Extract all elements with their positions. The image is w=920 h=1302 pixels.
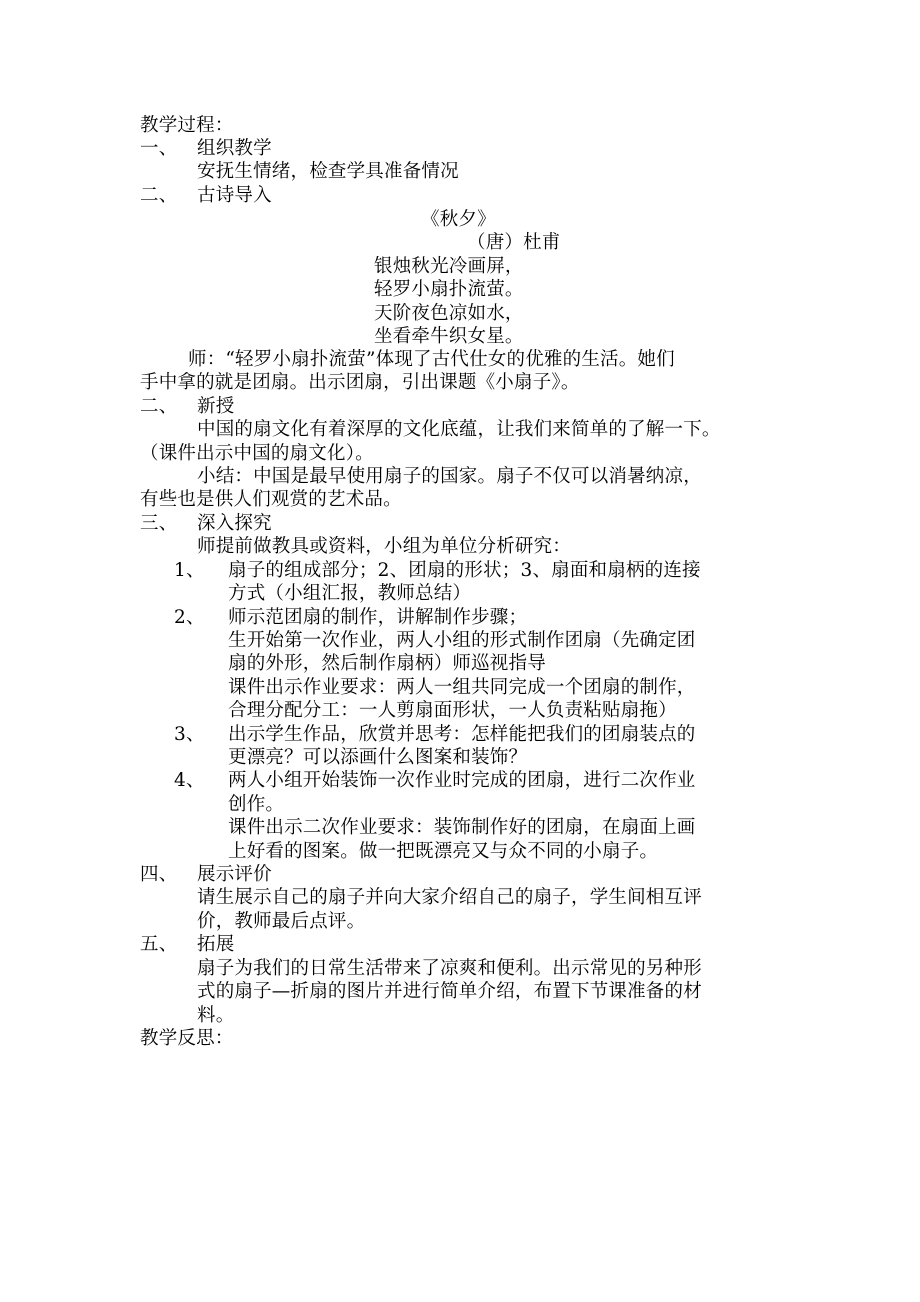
section-number: 二、 [140, 185, 178, 206]
list-item-line: 创作。 [228, 794, 285, 815]
paragraph-line: 请生展示自己的扇子并向大家介绍自己的扇子，学生间相互评 [197, 887, 702, 908]
poem-line: 银烛秋光冷画屏， [374, 256, 524, 277]
section-number: 一、 [140, 138, 178, 159]
section-number: 四、 [140, 864, 178, 885]
section-title: 拓展 [197, 934, 235, 955]
poem-author: （唐）杜甫 [467, 232, 561, 253]
section-title: 展示评价 [197, 864, 272, 885]
list-item-number: 2、 [174, 607, 205, 628]
paragraph-line: 中国的扇文化有着深厚的文化底蕴，让我们来简单的了解一下。 [197, 419, 721, 440]
list-item-line: 课件出示二次作业要求：装饰制作好的团扇，在扇面上画 [228, 817, 696, 838]
teacher-note-line: 手中拿的就是团扇。出示团扇，引出课题《小扇子》。 [140, 372, 580, 393]
paragraph-line: 式的扇子—折扇的图片并进行简单介绍，布置下节课准备的材 [197, 981, 702, 1002]
paragraph-line: 小结：中国是最早使用扇子的国家。扇子不仅可以消暑纳凉， [197, 466, 702, 487]
list-item-number: 4、 [174, 770, 205, 791]
list-item-line: 上好看的图案。做一把既漂亮又与众不同的小扇子。 [228, 841, 659, 862]
list-item-line: 两人小组开始装饰一次作业时完成的团扇，进行二次作业 [228, 770, 696, 791]
list-item-line: 生开始第一次作业，两人小组的形式制作团扇（先确定团 [228, 630, 696, 651]
list-item-line: 合理分配分工：一人剪扇面形状，一人负责粘贴扇拖） [228, 700, 677, 721]
poem-line: 天阶夜色凉如水， [374, 303, 524, 324]
paragraph-line: 价，教师最后点评。 [197, 911, 366, 932]
list-item-line: 方式（小组汇报，教师总结） [228, 583, 472, 604]
paragraph-line: 料。 [197, 1005, 235, 1026]
list-item-line: 更漂亮？可以添画什么图案和装饰？ [228, 747, 528, 768]
list-item-line: 师示范团扇的制作，讲解制作步骤； [228, 607, 528, 628]
poem-title: 《秋夕》 [421, 209, 496, 230]
section-number: 五、 [140, 934, 178, 955]
list-item-number: 3、 [174, 724, 205, 745]
paragraph-line: 有些也是供人们观赏的艺术品。 [140, 489, 402, 510]
section-title: 深入探究 [197, 513, 272, 534]
list-item-line: 课件出示作业要求：两人一组共同完成一个团扇的制作， [228, 677, 696, 698]
list-item-line: 扇的外形，然后制作扇柄）师巡视指导 [228, 653, 546, 674]
section-intro: 师提前做教具或资料，小组为单位分析研究： [197, 536, 572, 557]
poem-line: 坐看牵牛织女星。 [374, 326, 524, 347]
section-number: 二、 [140, 396, 178, 417]
section-number: 三、 [140, 513, 178, 534]
heading-teaching-process: 教学过程： [140, 115, 234, 136]
paragraph-line: 扇子为我们的日常生活带来了凉爽和便利。出示常见的另种形 [197, 958, 702, 979]
list-item-number: 1、 [174, 560, 205, 581]
poem-line: 轻罗小扇扑流萤。 [374, 279, 524, 300]
section-title: 古诗导入 [197, 185, 272, 206]
list-item-line: 出示学生作品，欣赏并思考：怎样能把我们的团扇装点的 [228, 724, 696, 745]
section-title: 新授 [197, 396, 235, 417]
list-item-line: 扇子的组成部分；2、团扇的形状；3、扇面和扇柄的连接 [228, 560, 701, 581]
section-title: 组织教学 [197, 138, 272, 159]
paragraph-line: （课件出示中国的扇文化）。 [140, 443, 374, 464]
teacher-note-line: 师：“轻罗小扇扑流萤”体现了古代仕女的优雅的生活。她们 [188, 349, 675, 370]
heading-teaching-reflection: 教学反思： [140, 1028, 234, 1049]
section-body: 安抚生情绪，检查学具准备情况 [197, 161, 459, 182]
